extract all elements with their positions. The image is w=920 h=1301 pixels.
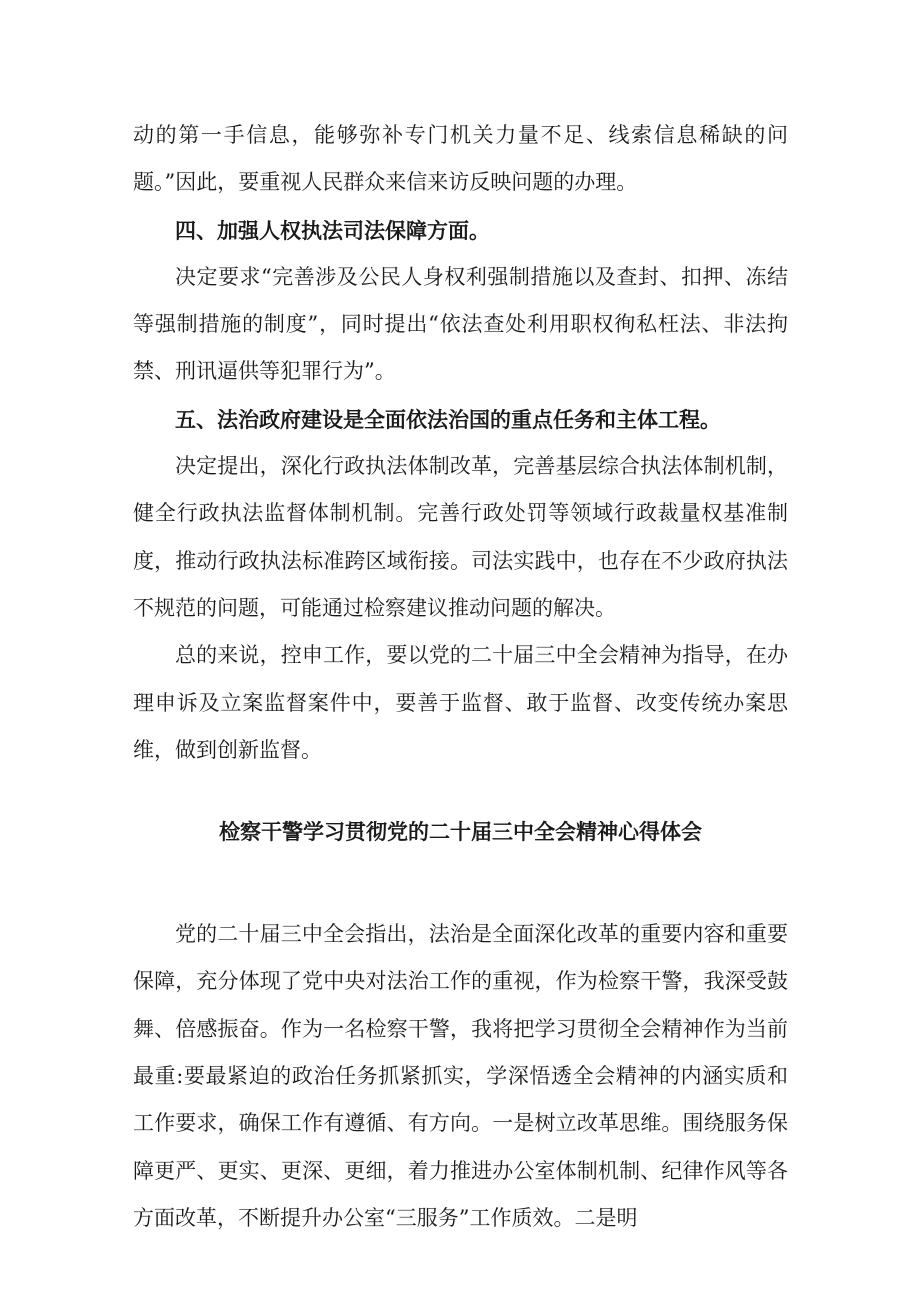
article-title: 检察干警学习贯彻党的二十届三中全会精神心得体会	[219, 819, 702, 845]
paragraph-decision-requirements: 决定要求“完善涉及公民人身权利强制措施以及查封、扣押、冻结等强制措施的制度”，同时提出“依法查处利用职权徇私枉法、非法拘禁、刑讯逼供等犯罪行为”。	[133, 264, 788, 384]
section-heading-four: 四、加强人权执法司法保障方面。	[175, 217, 490, 243]
paragraph-continuation: 动的第一手信息，能够弥补专门机关力量不足、线索信息稀缺的问题。”因此，要重视人民群众来信来访反映问题的办理。	[133, 123, 788, 195]
paragraph-summary: 总的来说，控申工作，要以党的二十届三中全会精神为指导，在办理申诉及立案监督案件中，要善于监督、敢于监督、改变传统办案思维，做到创新监督。	[133, 643, 788, 762]
section-heading-five: 五、法治政府建设是全面依法治国的重点任务和主体工程。	[175, 406, 721, 432]
document-page	[133, 112, 788, 1242]
paragraph-administrative-law: 决定提出，深化行政执法体制改革，完善基层综合执法体制机制，健全行政执法监督体制机制。完善行政处罚等领域行政裁量权基准制度，推动行政执法标准跨区域衔接。司法实践中，也存在不少政府执法不规范的问题，可能通过检察建议推动问题的解决。	[133, 454, 788, 620]
paragraph-article-body: 党的二十届三中全会指出，法治是全面深化改革的重要内容和重要保障，充分体现了党中央对法治工作的重视，作为检察干警，我深受鼓舞、倍感振奋。作为一名检察干警，我将把学习贯彻全会精神作为当前最重:要最紧迫的政治任务抓紧抓实，学深悟透全会精神的内涵实质和工作要求，确保工作有遵循、有方向。一是树立改革思维。围绕服务保障更严、更实、更深、更细，着力推进办公室体制机制、纪律作风等各方面改革，不断提升办公室“三服务”工作质效。二是明	[133, 922, 788, 1230]
